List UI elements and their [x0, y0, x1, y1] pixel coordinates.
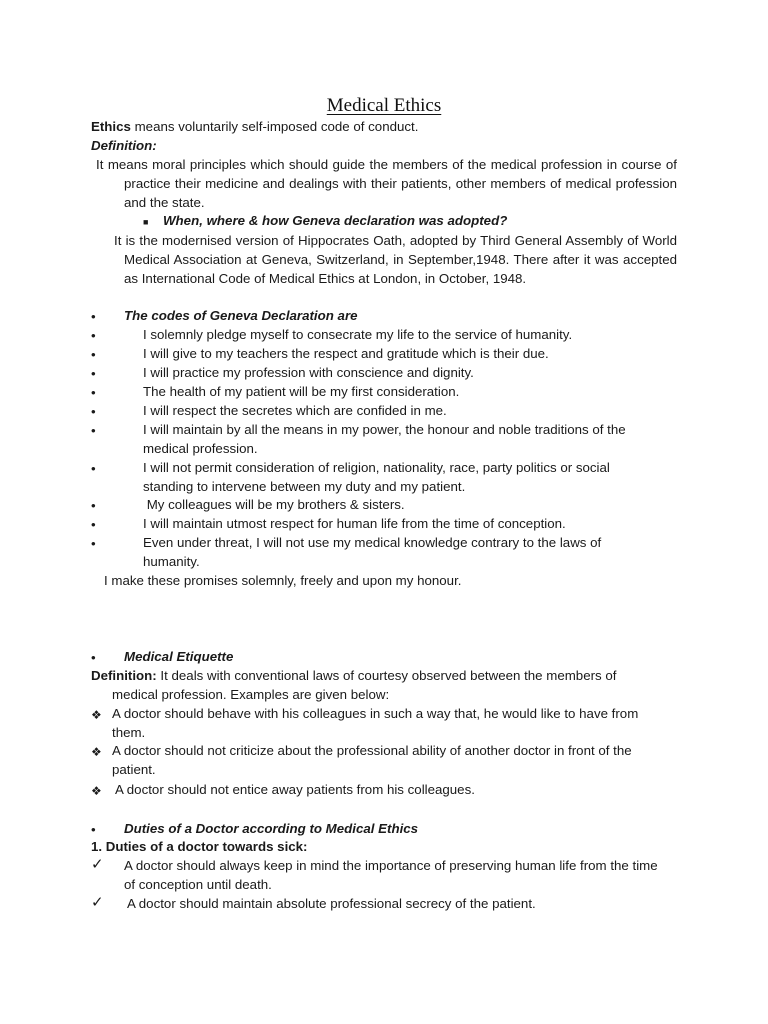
code-item: The health of my patient will be my first consideration.: [143, 384, 460, 399]
square-bullet-icon: ■: [143, 217, 149, 227]
bullet-icon: •: [91, 822, 96, 837]
bullet-icon: •: [91, 328, 96, 343]
bullet-icon: •: [91, 517, 96, 532]
etiquette-definition: [91, 667, 652, 705]
bullet-icon: •: [91, 536, 96, 551]
check-icon: ✓: [91, 893, 104, 911]
bullet-icon: •: [91, 650, 96, 665]
bullet-icon: •: [91, 309, 96, 324]
code-item: Even under threat, I will not use my medical knowledge contrary to the laws of humanity.: [143, 535, 602, 569]
code-item: I will maintain utmost respect for human life from the time of conception.: [143, 516, 566, 531]
bullet-icon: •: [91, 366, 96, 381]
etiquette-example: A doctor should not entice away patients from his colleagues.: [112, 782, 475, 797]
ethics-line: [91, 118, 418, 137]
duties-subheading: 1. Duties of a doctor towards sick:: [91, 839, 308, 854]
duty-text: A doctor should always keep in mind the importance of preserving human life from the time of conception until death.: [124, 858, 658, 892]
code-item: I will practice my profession with conscience and dignity.: [143, 365, 474, 380]
bullet-icon: •: [91, 423, 96, 438]
etiquette-def-text: It deals with conventional laws of courtesy observed between the members of medical profession. Examples are given below:: [112, 668, 617, 702]
bullet-icon: •: [91, 498, 96, 513]
geneva-question: When, where & how Geneva declaration was adopted?: [163, 213, 508, 228]
code-item: I solemnly pledge myself to consecrate my life to the service of humanity.: [143, 327, 573, 342]
bullet-icon: •: [91, 385, 96, 400]
check-icon: ✓: [91, 855, 104, 873]
definition-text: It means moral principles which should guide the members of the medical profession in course of practice their medicine and dealings with their patients, other members of medical profession and the state.: [96, 157, 677, 210]
etiquette-def-label: Definition:: [91, 668, 157, 683]
bullet-icon: •: [91, 404, 96, 419]
code-item: I will respect the secretes which are confided in me.: [143, 403, 447, 418]
etiquette-example: A doctor should not criticize about the professional ability of another doctor in front of the patient.: [112, 743, 632, 777]
geneva-answer: It is the modernised version of Hippocrates Oath, adopted by Third General Assembly of World Medical Association at Geneva, Switzerland, in September,1948. There after it was accepted as International Code of Medical Ethics at London, in October, 1948.: [114, 233, 677, 286]
code-item: My colleagues will be my brothers & sisters.: [143, 497, 405, 512]
duty-item: A doctor should maintain absolute professional secrecy of the patient.: [124, 896, 536, 911]
promise-text: I make these promises solemnly, freely and upon my honour.: [104, 573, 462, 588]
etiquette-example: A doctor should behave with his colleagues in such a way that, he would like to have from them.: [112, 706, 639, 740]
etiquette-heading: Medical Etiquette: [124, 649, 234, 664]
duty-item: [124, 857, 664, 895]
ethics-text: means voluntarily self-imposed code of conduct.: [130, 119, 419, 134]
diamond-bullet-icon: ❖: [91, 708, 102, 722]
duties-heading: Duties of a Doctor according to Medical Ethics: [124, 821, 419, 836]
code-item: I will not permit consideration of religion, nationality, race, party politics or social standing to intervene between my duty and my patient.: [143, 460, 610, 494]
page-title: Medical Ethics: [326, 95, 442, 116]
bullet-icon: •: [91, 347, 96, 362]
code-item: I will maintain by all the means in my power, the honour and noble traditions of the medical profession.: [143, 422, 626, 456]
bullet-icon: •: [91, 461, 96, 476]
diamond-bullet-icon: ❖: [91, 784, 102, 798]
code-item: I will give to my teachers the respect and gratitude which is their due.: [143, 346, 549, 361]
definition-heading: Definition:: [91, 138, 157, 153]
ethics-term: Ethics: [91, 119, 131, 134]
codes-heading: The codes of Geneva Declaration are: [124, 308, 358, 323]
diamond-bullet-icon: ❖: [91, 745, 102, 759]
